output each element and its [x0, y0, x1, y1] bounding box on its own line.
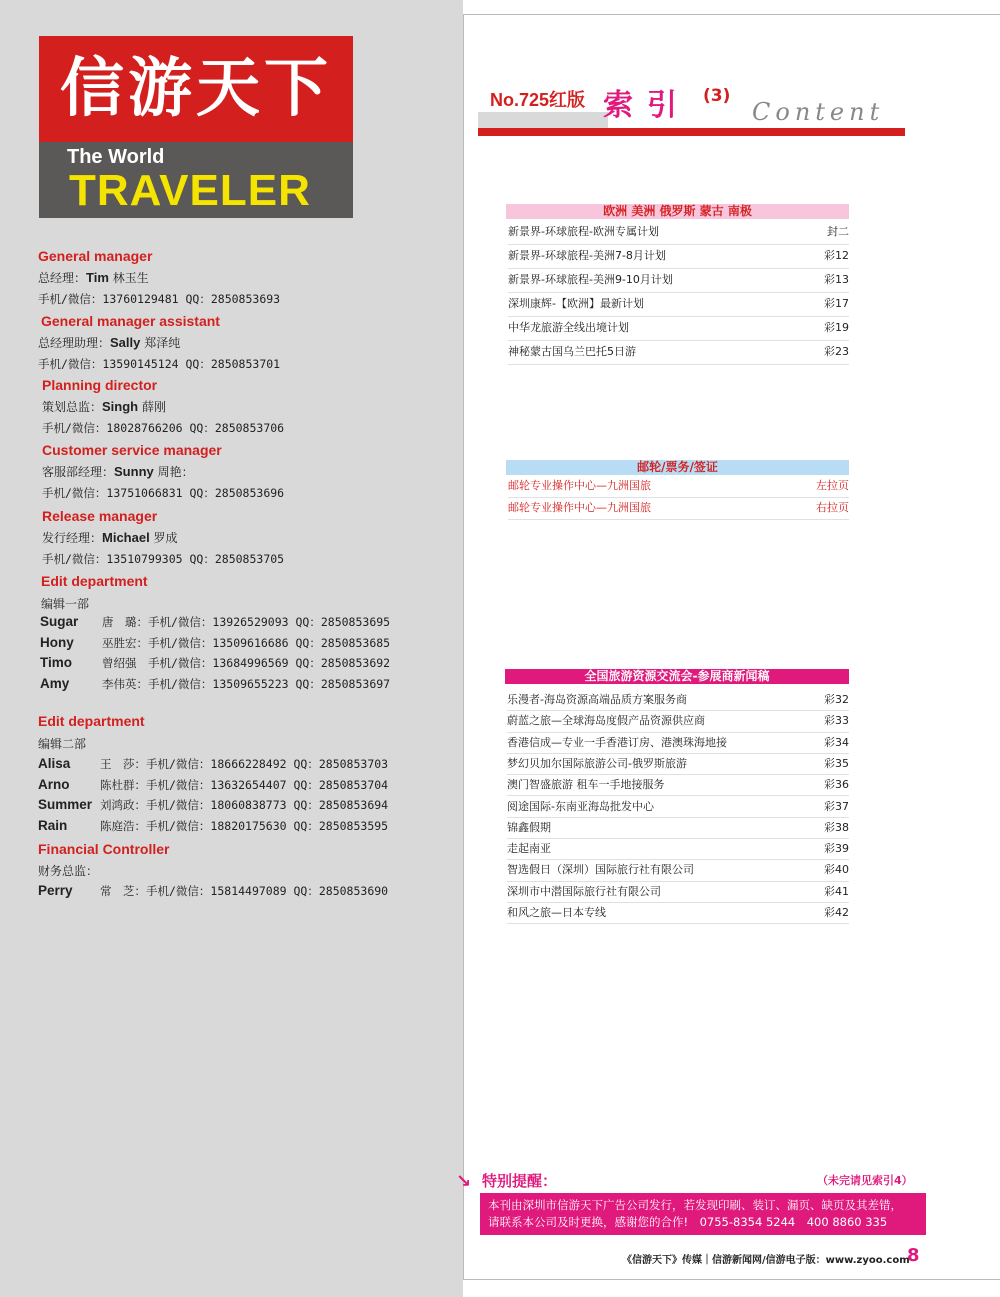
staff-role-line: 总经理助理：Sally 郑泽纯 — [38, 335, 181, 350]
index-row-title: 新景界-环球旅程-美洲7-8月计划 — [508, 249, 666, 262]
staff-title: General manager — [38, 248, 153, 264]
staff-title: Planning director — [42, 377, 158, 393]
index-row — [507, 733, 849, 754]
index-row-title: 梦幻贝加尔国际旅游公司-俄罗斯旅游 — [507, 756, 687, 770]
staff-title: Release manager — [42, 508, 158, 524]
staff-role-line: 策划总监：Singh 薛刚 — [42, 399, 166, 414]
edit-dept-1-cn: 编辑一部 — [41, 597, 90, 611]
staff-contact: 手机/微信：13760129481 QQ：2850853693 — [38, 292, 281, 306]
index-row — [507, 818, 849, 839]
index-row — [508, 293, 849, 317]
index-row-title: 和风之旅—日本专线 — [507, 906, 606, 919]
staff-role-line: 客服部经理：Sunny 周艳： — [42, 464, 194, 479]
index-row — [507, 690, 849, 711]
index-row-page: 彩41 — [824, 884, 849, 898]
staff-title: Customer service manager — [42, 442, 222, 458]
issue-number: No.725红版 — [490, 90, 586, 110]
staff-title: General manager assistant — [41, 313, 220, 329]
index-row — [508, 245, 849, 269]
notice-title: 特别提醒： — [482, 1172, 558, 1190]
staff-contact: 手机/微信：13751066831 QQ：2850853696 — [42, 486, 285, 500]
staff-member: Sugar 唐 璐：手机/微信：13926529093 QQ：2850853695 — [40, 614, 391, 629]
index-row — [508, 498, 849, 520]
index-row — [508, 269, 849, 293]
staff-member: Rain 陈庭浩：手机/微信：18820175630 QQ：2850853595 — [38, 818, 389, 833]
finance-cn: 财务总监： — [38, 864, 99, 878]
index-row-title: 深圳康辉-【欧洲】最新计划 — [508, 297, 644, 310]
logo — [39, 36, 353, 218]
staff-member: Arno 陈杜群：手机/微信：13632654407 QQ：2850853704 — [38, 777, 389, 792]
index-row-page: 彩34 — [824, 735, 849, 749]
index-row — [508, 476, 849, 498]
notice-box — [480, 1193, 926, 1235]
edit-dept-2-cn: 编辑二部 — [38, 737, 87, 751]
index-row-page: 彩23 — [824, 345, 849, 358]
logo-en-large: TRAVELER — [69, 166, 311, 215]
index-row — [508, 317, 849, 341]
header-red-bar — [478, 128, 905, 136]
index-row — [507, 839, 849, 860]
index-row — [507, 797, 849, 818]
index-row-title: 蔚蓝之旅—全球海岛度假产品资源供应商 — [507, 714, 705, 728]
index-row-page: 彩13 — [824, 273, 849, 286]
header-gray-bar — [478, 112, 608, 128]
index-row — [507, 775, 849, 796]
staff-member: Perry 常 芝：手机/微信：15814497089 QQ：2850853690 — [38, 883, 389, 898]
finance-title: Financial Controller — [38, 841, 170, 857]
index-row-page: 彩37 — [824, 799, 849, 813]
index-row-title: 邮轮专业操作中心—九洲国旅 — [508, 501, 651, 514]
index-row-title: 新景界-环球旅程-欧洲专属计划 — [508, 225, 659, 238]
index-row-title: 乐漫者-海岛资源高端品质方案服务商 — [507, 693, 687, 706]
index-row-page: 彩17 — [824, 297, 849, 310]
index-row — [508, 221, 849, 245]
logo-en-small: The World — [67, 146, 165, 168]
index-row-title: 邮轮专业操作中心—九洲国旅 — [508, 479, 651, 492]
arrow-icon: ↘ — [456, 1171, 472, 1192]
staff-role-line: 发行经理：Michael 罗成 — [42, 530, 178, 545]
staff-contact: 手机/微信：18028766206 QQ：2850853706 — [42, 421, 285, 435]
staff-member: Timo 曾绍强 手机/微信：13684996569 QQ：2850853692 — [40, 655, 391, 670]
staff-member: Hony 巫胜宏：手机/微信：13509616686 QQ：2850853685 — [40, 635, 391, 650]
notice-line: 本刊由深圳市信游天下广告公司发行，若发现印刷、装订、漏页、缺页及其差错， — [488, 1198, 902, 1212]
index-row — [508, 341, 849, 365]
index-row-title: 智选假日（深圳）国际旅行社有限公司 — [507, 863, 694, 877]
index-row-page: 彩40 — [824, 863, 849, 877]
staff-contact: 手机/微信：13510799305 QQ：2850853705 — [42, 552, 285, 566]
index-row-page: 彩39 — [824, 842, 849, 856]
index-row-title: 中华龙旅游全线出境计划 — [508, 321, 629, 334]
index-row-title: 阅途国际-东南亚海岛批发中心 — [507, 799, 654, 813]
footer-text: 《信游天下》传媒｜信游新闻网/信游电子版：www.zyoo.com — [622, 1255, 910, 1266]
index-row-page: 彩42 — [824, 906, 849, 919]
index-row-page: 彩33 — [824, 714, 849, 728]
staff-contact: 手机/微信：13590145124 QQ：2850853701 — [38, 357, 281, 371]
index-row-page: 彩36 — [824, 778, 849, 792]
index-row-page: 彩19 — [824, 321, 849, 334]
logo-cn: 信游天下 — [39, 36, 353, 142]
page-number: 8 — [907, 1245, 920, 1266]
index-row-title: 新景界-环球旅程-美洲9-10月计划 — [508, 273, 673, 286]
staff-member: Amy 李伟英：手机/微信：13509655223 QQ：2850853697 — [40, 676, 391, 691]
notice-more: （未完请见索引4） — [817, 1174, 913, 1187]
content-script: Content — [752, 98, 885, 126]
index-row-page: 封二 — [827, 225, 849, 238]
index-row-title: 神秘蒙古国乌兰巴托5日游 — [508, 345, 636, 358]
index-row-page: 彩35 — [824, 756, 849, 770]
edit-dept-1-title: Edit department — [41, 573, 148, 589]
index-title: 索引 — [603, 88, 691, 123]
index-row — [507, 754, 849, 775]
index-row-page: 彩32 — [824, 693, 849, 706]
section-title: 全国旅游资源交流会-参展商新闻稿 — [505, 669, 849, 684]
index-number: (3) — [703, 86, 731, 106]
notice-line: 请联系本公司及时更换，感谢您的合作! 0755-8354 5244 400 8860 335 — [488, 1215, 888, 1229]
index-row — [507, 882, 849, 903]
index-row-page: 右拉页 — [816, 501, 849, 514]
section-title: 邮轮/票务/签证 — [506, 460, 849, 475]
index-row — [507, 711, 849, 732]
staff-member: Alisa 王 莎：手机/微信：18666228492 QQ：2850853703 — [38, 756, 389, 771]
index-row-title: 深圳市中潜国际旅行社有限公司 — [507, 884, 661, 898]
section-title: 欧洲 美洲 俄罗斯 蒙古 南极 — [506, 204, 849, 219]
index-row-title: 锦鑫假期 — [507, 820, 551, 834]
staff-role-line: 总经理：Tim 林玉生 — [38, 270, 149, 285]
index-row-page: 左拉页 — [816, 479, 849, 492]
index-row-title: 澳门智盛旅游 租车一手地接服务 — [507, 778, 665, 792]
index-row-page: 彩38 — [824, 820, 849, 834]
index-row-title: 香港信成—专业一手香港订房、港澳珠海地接 — [507, 735, 727, 749]
staff-member: Summer 刘鸿政：手机/微信：18060838773 QQ：2850853694 — [38, 797, 389, 812]
index-row-page: 彩12 — [824, 249, 849, 262]
index-row-title: 走起南亚 — [507, 842, 551, 856]
index-row — [507, 860, 849, 881]
edit-dept-2-title: Edit department — [38, 713, 145, 729]
index-row — [507, 903, 849, 924]
